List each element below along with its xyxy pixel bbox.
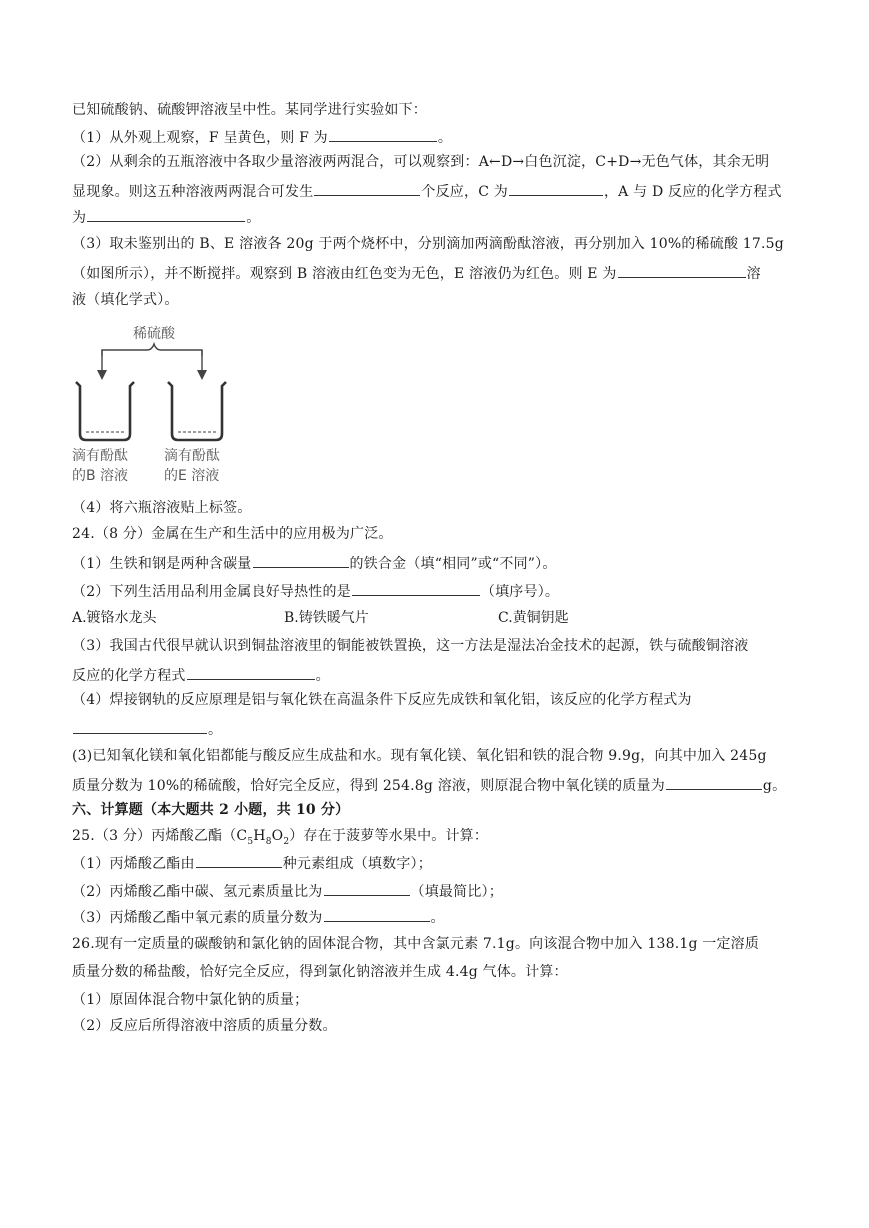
answer-blank[interactable]	[352, 580, 480, 596]
brace	[102, 344, 202, 356]
text: 为	[72, 210, 87, 226]
text: （1）丙烯酸乙酯由	[72, 856, 195, 872]
text: (3)已知氧化镁和氧化铝都能与酸反应生成盐和水。现有氧化镁、氧化铝和铁的混合物 9.9g，向其中加入 245g	[72, 748, 767, 764]
text: 溶	[746, 266, 761, 282]
left-beaker-label-2: 的B 溶液	[72, 468, 129, 484]
answer-blank[interactable]	[196, 852, 282, 868]
beaker-right	[168, 382, 226, 440]
text: O	[271, 828, 284, 844]
line-q2-equation	[72, 206, 260, 228]
arrowhead-right	[197, 370, 207, 380]
text: （2）从剩余的五瓶溶液中各取少量溶液两两混合，可以观察到：A←D→白色沉淀，C+D→无色气体，其余无明	[72, 154, 770, 170]
option-c[interactable]: C.黄铜钥匙	[498, 610, 569, 626]
acid-label: 稀硫酸	[133, 326, 175, 342]
text: （3）取未鉴别出的 B、E 溶液各 20g 于两个烧杯中，分别滴加两滴酚酞溶液，再分别加入 10%的稀硫酸 17.5g	[72, 236, 784, 252]
answer-blank[interactable]	[314, 180, 420, 196]
text: （2）反应后所得溶液中溶质的质量分数。	[72, 1018, 337, 1034]
text: （4）将六瓶溶液贴上标签。	[72, 500, 252, 516]
line-24-3-cont	[72, 664, 330, 686]
answer-blank[interactable]	[666, 774, 762, 790]
text: H	[253, 828, 266, 844]
right-beaker-label-2: 的E 溶液	[164, 468, 220, 484]
line-q2	[72, 152, 769, 172]
answer-blank[interactable]	[253, 552, 349, 568]
right-beaker-label-1: 滴有酚酞	[164, 448, 220, 464]
answer-blank[interactable]	[329, 126, 437, 142]
text: 质量分数的稀盐酸，恰好完全反应，得到氯化钠溶液并生成 4.4g 气体。计算：	[72, 964, 568, 980]
section-six-title	[72, 800, 349, 820]
line-26-cont	[72, 962, 568, 982]
text: g。	[762, 778, 787, 794]
line-24-5	[72, 746, 767, 766]
text: 26.现有一定质量的碳酸钠和氯化钠的固体混合物，其中含氯元素 7.1g。向该混合物中加入 138.1g 一定溶质	[72, 936, 760, 952]
subscript: 2	[283, 836, 290, 847]
option-a[interactable]: A.镀铬水龙头	[72, 610, 157, 626]
answer-blank[interactable]	[618, 262, 746, 278]
text: 。	[315, 668, 330, 684]
text: ）存在于菠萝等水果中。计算：	[289, 828, 489, 844]
line-25-3	[72, 906, 445, 928]
line-24-4-blank	[72, 718, 222, 740]
text: 。	[437, 130, 453, 146]
subscript: 8	[265, 836, 272, 847]
text: 六、计算题（本大题共 2 小题，共 10 分）	[72, 802, 350, 818]
text: （3）丙烯酸乙酯中氧元素的质量分数为	[72, 910, 323, 926]
text: 。	[246, 210, 261, 226]
text: 个反应，C 为	[421, 184, 508, 200]
line-24-2	[72, 580, 559, 602]
text: 种元素组成（填数字）；	[282, 856, 432, 872]
answer-blank[interactable]	[73, 718, 207, 734]
text: 25.（3 分）丙烯酸乙酯（C	[72, 828, 248, 844]
text: 已知硫酸钠、硫酸钾溶液呈中性。某同学进行实验如下：	[72, 102, 427, 118]
question-25-title	[72, 826, 488, 852]
arrowhead-left	[97, 370, 107, 380]
text: （1）生铁和钢是两种含碳量	[72, 556, 252, 572]
line-q3-end	[72, 290, 179, 310]
text: 显现象。则这五种溶液两两混合可发生	[72, 184, 314, 200]
text: （1）原固体混合物中氯化钠的质量；	[72, 992, 309, 1008]
line-24-4	[72, 690, 692, 710]
beaker-figure	[72, 320, 242, 490]
text: 。	[430, 910, 445, 926]
text: 液（填化学式）。	[72, 292, 179, 308]
line-26-1	[72, 990, 308, 1010]
line-24-5-cont	[72, 774, 786, 796]
answer-blank[interactable]	[324, 880, 410, 896]
line-q3-cont	[72, 262, 761, 284]
text: 。	[208, 722, 223, 738]
answer-blank[interactable]	[87, 206, 245, 222]
text: 的铁合金（填“相同”或“不同”）。	[349, 556, 557, 572]
option-b[interactable]: B.铸铁暖气片	[284, 610, 369, 626]
line-24-1	[72, 552, 557, 574]
line-24-3	[72, 636, 749, 656]
beaker-left	[76, 382, 134, 440]
line-q2-cont	[72, 180, 782, 202]
question-24-title	[72, 524, 393, 544]
line-25-2	[72, 880, 503, 902]
text: （4）焊接钢轨的反应原理是铝与氧化铁在高温条件下反应先成铁和氧化铝，该反应的化学方程式为	[72, 692, 692, 708]
text: （2）丙烯酸乙酯中碳、氢元素质量比为	[72, 884, 323, 900]
line-26-2	[72, 1016, 337, 1036]
subscript: 5	[247, 836, 254, 847]
answer-blank[interactable]	[187, 664, 315, 680]
line-q3	[72, 234, 784, 254]
text: （3）我国古代很早就认识到铜盐溶液里的铜能被铁置换，这一方法是湿法冶金技术的起源，铁与硫酸铜溶液	[72, 638, 749, 654]
text: 质量分数为 10%的稀硫酸，恰好完全反应，得到 254.8g 溶液，则原混合物中氧化镁的质量为	[72, 778, 665, 794]
line-intro	[72, 100, 427, 120]
text: （如图所示），并不断搅拌。观察到 B 溶液由红色变为无色，E 溶液仍为红色。则 E 为	[72, 266, 617, 282]
text: （1）从外观上观察，F 呈黄色，则 F 为	[72, 130, 328, 146]
answer-blank[interactable]	[509, 180, 603, 196]
line-q4	[72, 498, 252, 518]
text: （2）下列生活用品利用金属良好导热性的是	[72, 584, 351, 600]
line-25-1	[72, 852, 432, 874]
question-26-title	[72, 934, 759, 954]
text: 24.（8 分）金属在生产和生活中的应用极为广泛。	[72, 526, 393, 542]
line-q1	[72, 126, 452, 148]
text: （填序号）。	[480, 584, 560, 600]
text: （填最简比）；	[410, 884, 503, 900]
text: ，A 与 D 反应的化学方程式	[603, 184, 782, 200]
text: 反应的化学方程式	[72, 668, 186, 684]
left-beaker-label-1: 滴有酚酞	[72, 448, 128, 464]
answer-blank[interactable]	[324, 906, 430, 922]
